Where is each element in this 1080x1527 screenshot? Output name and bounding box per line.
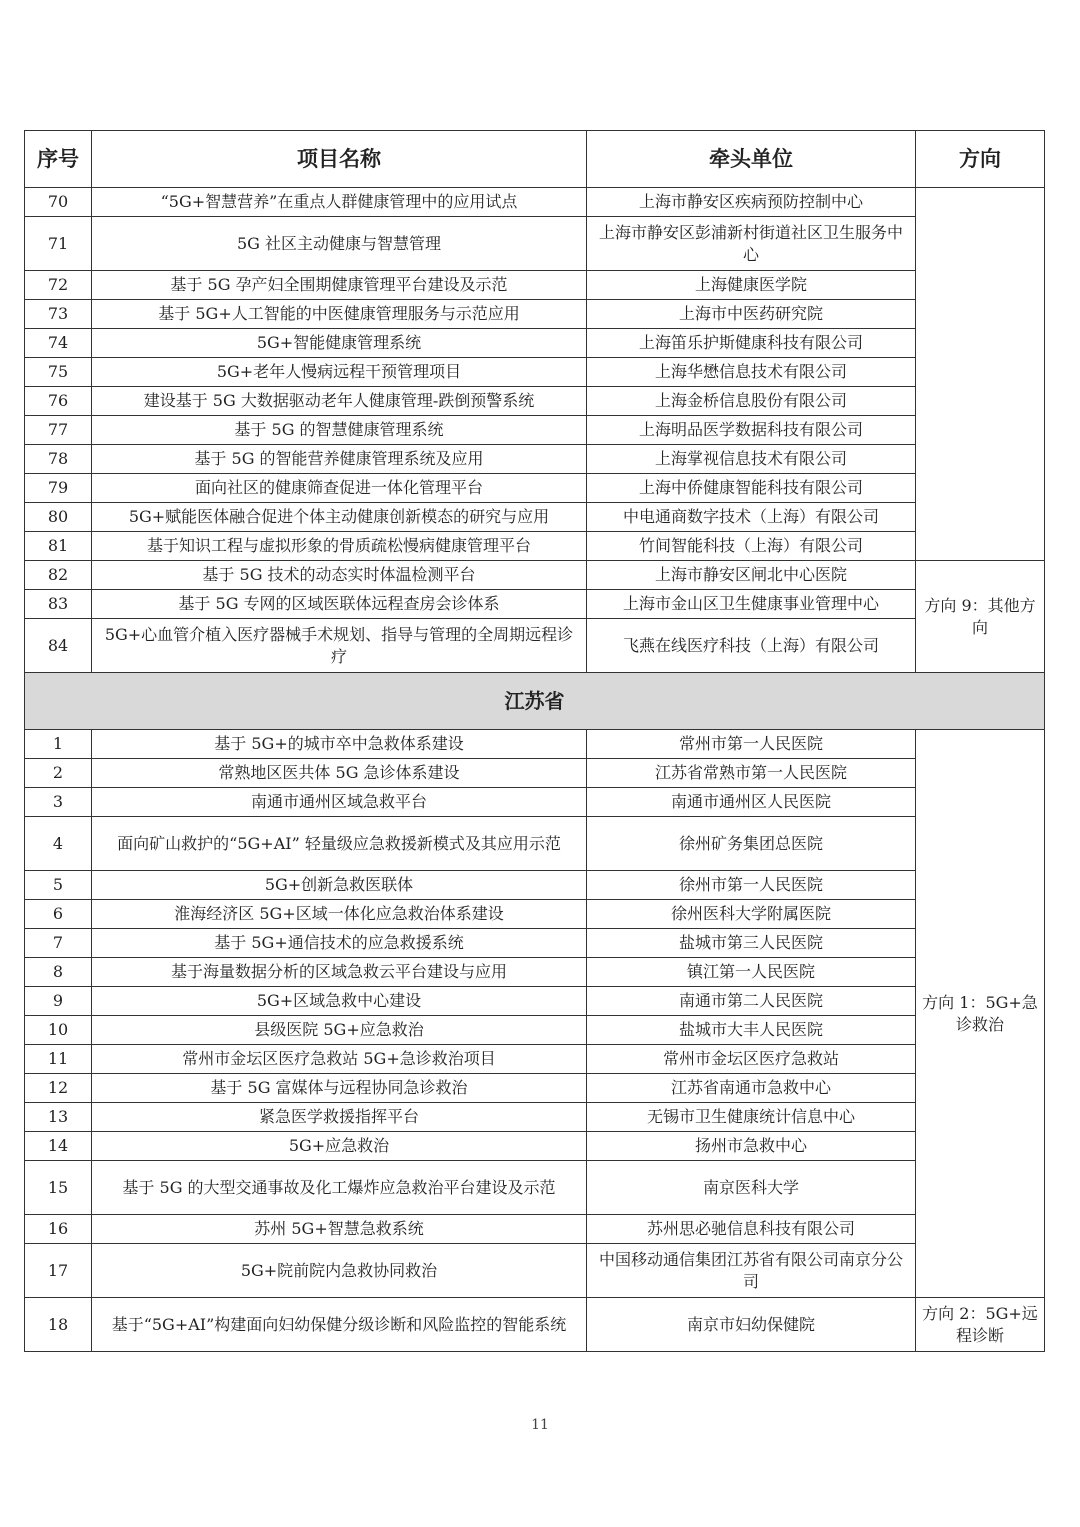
page-number: 11 [531, 1417, 549, 1433]
row-name: 基于 5G 孕产妇全围期健康管理平台建设及示范 [92, 271, 587, 300]
row-no: 6 [25, 900, 92, 929]
row-unit: 盐城市大丰人民医院 [587, 1016, 916, 1045]
row-name: 县级医院 5G+应急救治 [92, 1016, 587, 1045]
row-unit: 江苏省常熟市第一人民医院 [587, 759, 916, 788]
row-unit: 徐州医科大学附属医院 [587, 900, 916, 929]
row-no: 70 [25, 188, 92, 217]
table-row [25, 1103, 1045, 1132]
row-name: 常州市金坛区医疗急救站 5G+急诊救治项目 [92, 1045, 587, 1074]
table-row [25, 1215, 1045, 1244]
row-unit: 盐城市第三人民医院 [587, 929, 916, 958]
row-no: 16 [25, 1215, 92, 1244]
province-row [25, 673, 1045, 730]
row-name: 建设基于 5G 大数据驱动老年人健康管理-跌倒预警系统 [92, 387, 587, 416]
table-row [25, 532, 1045, 561]
row-unit: 镇江第一人民医院 [587, 958, 916, 987]
row-name: 基于 5G 专网的区域医联体远程查房会诊体系 [92, 590, 587, 619]
row-unit: 上海市静安区彭浦新村街道社区卫生服务中心 [587, 217, 916, 271]
province-heading: 江苏省 [25, 673, 1045, 730]
row-name: 基于“5G+AI”构建面向妇幼保健分级诊断和风险监控的智能系统 [92, 1298, 587, 1352]
row-no: 14 [25, 1132, 92, 1161]
direction-cell: 方向 2：5G+远程诊断 [916, 1298, 1045, 1352]
row-unit: 苏州思必驰信息科技有限公司 [587, 1215, 916, 1244]
table-row [25, 1016, 1045, 1045]
row-name: “5G+智慧营养”在重点人群健康管理中的应用试点 [92, 188, 587, 217]
row-name: 淮海经济区 5G+区域一体化应急救治体系建设 [92, 900, 587, 929]
row-no: 13 [25, 1103, 92, 1132]
direction-blank-cell [916, 188, 1045, 561]
row-no: 83 [25, 590, 92, 619]
table-row [25, 730, 1045, 759]
row-no: 15 [25, 1161, 92, 1215]
table-row [25, 474, 1045, 503]
row-unit: 徐州矿务集团总医院 [587, 817, 916, 871]
row-no: 78 [25, 445, 92, 474]
row-unit: 上海华懋信息技术有限公司 [587, 358, 916, 387]
row-name: 常熟地区医共体 5G 急诊体系建设 [92, 759, 587, 788]
row-no: 18 [25, 1298, 92, 1352]
row-name: 5G+区域急救中心建设 [92, 987, 587, 1016]
row-name: 南通市通州区域急救平台 [92, 788, 587, 817]
row-name: 5G+智能健康管理系统 [92, 329, 587, 358]
table-row [25, 1074, 1045, 1103]
row-name: 5G+赋能医体融合促进个体主动健康创新模态的研究与应用 [92, 503, 587, 532]
row-unit: 上海掌视信息技术有限公司 [587, 445, 916, 474]
row-name: 基于 5G 的大型交通事故及化工爆炸应急救治平台建设及示范 [92, 1161, 587, 1215]
row-name: 基于知识工程与虚拟形象的骨质疏松慢病健康管理平台 [92, 532, 587, 561]
row-unit: 中电通商数字技术（上海）有限公司 [587, 503, 916, 532]
row-unit: 竹间智能科技（上海）有限公司 [587, 532, 916, 561]
table-row [25, 503, 1045, 532]
direction-cell: 方向 1：5G+急诊救治 [916, 730, 1045, 1298]
row-no: 8 [25, 958, 92, 987]
row-no: 73 [25, 300, 92, 329]
header-name: 项目名称 [92, 131, 587, 188]
table-row [25, 217, 1045, 271]
row-name: 基于 5G 富媒体与远程协同急诊救治 [92, 1074, 587, 1103]
row-no: 82 [25, 561, 92, 590]
table-row [25, 900, 1045, 929]
table-row [25, 1298, 1045, 1352]
row-unit: 南京市妇幼保健院 [587, 1298, 916, 1352]
table-row [25, 445, 1045, 474]
row-no: 76 [25, 387, 92, 416]
row-no: 11 [25, 1045, 92, 1074]
table-row [25, 871, 1045, 900]
row-no: 1 [25, 730, 92, 759]
row-no: 84 [25, 619, 92, 673]
row-no: 17 [25, 1244, 92, 1298]
row-unit: 上海市静安区闸北中心医院 [587, 561, 916, 590]
row-name: 5G+心血管介植入医疗器械手术规划、指导与管理的全周期远程诊疗 [92, 619, 587, 673]
table-row [25, 387, 1045, 416]
header-no: 序号 [25, 131, 92, 188]
row-unit: 南通市第二人民医院 [587, 987, 916, 1016]
row-name: 基于 5G+的城市卒中急救体系建设 [92, 730, 587, 759]
table-row [25, 271, 1045, 300]
row-unit: 南京医科大学 [587, 1161, 916, 1215]
row-unit: 徐州市第一人民医院 [587, 871, 916, 900]
table-row [25, 788, 1045, 817]
row-no: 10 [25, 1016, 92, 1045]
row-no: 2 [25, 759, 92, 788]
table-row [25, 1161, 1045, 1215]
row-name: 苏州 5G+智慧急救系统 [92, 1215, 587, 1244]
row-unit: 上海中侨健康智能科技有限公司 [587, 474, 916, 503]
row-unit: 常州市第一人民医院 [587, 730, 916, 759]
table-row [25, 590, 1045, 619]
table-row [25, 619, 1045, 673]
table-row [25, 1045, 1045, 1074]
row-no: 74 [25, 329, 92, 358]
table-row [25, 929, 1045, 958]
row-name: 5G 社区主动健康与智慧管理 [92, 217, 587, 271]
row-no: 12 [25, 1074, 92, 1103]
row-name: 基于 5G 的智能营养健康管理系统及应用 [92, 445, 587, 474]
row-unit: 飞燕在线医疗科技（上海）有限公司 [587, 619, 916, 673]
row-name: 面向矿山救护的“5G+AI” 轻量级应急救援新模式及其应用示范 [92, 817, 587, 871]
table-row [25, 561, 1045, 590]
direction-cell: 方向 9：其他方向 [916, 561, 1045, 673]
row-name: 基于海量数据分析的区域急救云平台建设与应用 [92, 958, 587, 987]
table-row [25, 1132, 1045, 1161]
row-no: 72 [25, 271, 92, 300]
table-header-row [25, 131, 1045, 188]
table-row [25, 300, 1045, 329]
row-name: 5G+院前院内急救协同救治 [92, 1244, 587, 1298]
row-unit: 南通市通州区人民医院 [587, 788, 916, 817]
row-no: 7 [25, 929, 92, 958]
project-table [24, 130, 1045, 1352]
row-unit: 上海市金山区卫生健康事业管理中心 [587, 590, 916, 619]
row-no: 3 [25, 788, 92, 817]
row-name: 5G+应急救治 [92, 1132, 587, 1161]
row-unit: 中国移动通信集团江苏省有限公司南京分公司 [587, 1244, 916, 1298]
row-unit: 无锡市卫生健康统计信息中心 [587, 1103, 916, 1132]
table-row [25, 358, 1045, 387]
row-no: 75 [25, 358, 92, 387]
row-unit: 江苏省南通市急救中心 [587, 1074, 916, 1103]
row-unit: 上海笛乐护斯健康科技有限公司 [587, 329, 916, 358]
row-no: 71 [25, 217, 92, 271]
row-unit: 上海健康医学院 [587, 271, 916, 300]
row-name: 5G+老年人慢病远程干预管理项目 [92, 358, 587, 387]
row-name: 基于 5G 技术的动态实时体温检测平台 [92, 561, 587, 590]
row-unit: 上海市中医药研究院 [587, 300, 916, 329]
table-row [25, 958, 1045, 987]
row-name: 5G+创新急救医联体 [92, 871, 587, 900]
header-direction: 方向 [916, 131, 1045, 188]
row-unit: 常州市金坛区医疗急救站 [587, 1045, 916, 1074]
row-name: 基于 5G 的智慧健康管理系统 [92, 416, 587, 445]
header-unit: 牵头单位 [587, 131, 916, 188]
row-unit: 上海金桥信息股份有限公司 [587, 387, 916, 416]
row-unit: 上海市静安区疾病预防控制中心 [587, 188, 916, 217]
row-name: 面向社区的健康筛查促进一体化管理平台 [92, 474, 587, 503]
table-row [25, 759, 1045, 788]
row-name: 基于 5G+人工智能的中医健康管理服务与示范应用 [92, 300, 587, 329]
row-no: 5 [25, 871, 92, 900]
row-unit: 上海明品医学数据科技有限公司 [587, 416, 916, 445]
row-no: 81 [25, 532, 92, 561]
row-no: 77 [25, 416, 92, 445]
table-row [25, 329, 1045, 358]
table-row [25, 987, 1045, 1016]
row-no: 79 [25, 474, 92, 503]
table-row [25, 817, 1045, 871]
row-no: 4 [25, 817, 92, 871]
table-row [25, 1244, 1045, 1298]
row-name: 紧急医学救援指挥平台 [92, 1103, 587, 1132]
row-unit: 扬州市急救中心 [587, 1132, 916, 1161]
row-name: 基于 5G+通信技术的应急救援系统 [92, 929, 587, 958]
row-no: 80 [25, 503, 92, 532]
row-no: 9 [25, 987, 92, 1016]
table-row [25, 188, 1045, 217]
table-row [25, 416, 1045, 445]
